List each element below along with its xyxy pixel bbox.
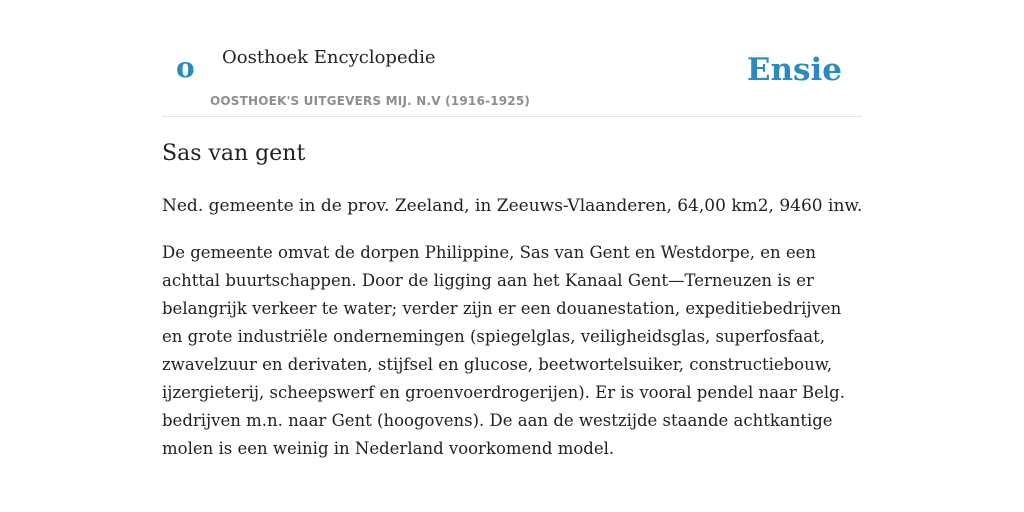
paragraph-line: molen is een weinig in Nederland voorkomend model. (162, 439, 615, 458)
paragraph-line: en grote industriële ondernemingen (spiegelglas, veiligheidsglas, superfosfaat, (162, 327, 826, 346)
paragraph-line: bedrijven m.n. naar Gent (hoogovens). De aan de westzijde staande achtkantige (162, 411, 833, 430)
paragraph-line: De gemeente omvat de dorpen Philippine, Sas van Gent en Westdorpe, en een (162, 243, 817, 262)
paragraph-line: belangrijk verkeer te water; verder zijn er een douanestation, expeditiebedrijven (162, 299, 842, 318)
paragraph-line: Ned. gemeente in de prov. Zeeland, in Zeeuws-Vlaanderen, 64,00 km2, 9460 inw. (162, 196, 863, 216)
paragraph-line: zwavelzuur en derivaten, stijfsel en glucose, beetwortelsuiker, constructiebouw, (162, 355, 833, 374)
logo-icon[interactable]: o (176, 51, 195, 84)
publisher-subtitle: OOSTHOEK'S UITGEVERS MIJ. N.V (1916-1925) (210, 94, 531, 108)
paragraph-line: ijzergieterij, scheepswerf en groenvoerdrogerijen). Er is vooral pendel naar Belg. (162, 383, 845, 402)
brand-logo-link[interactable]: Ensie (746, 52, 842, 88)
article-title: Sas van gent (162, 141, 306, 166)
paragraph-line: achttal buurtschappen. Door de ligging aan het Kanaal Gent—Terneuzen is er (162, 271, 814, 290)
article-paragraph (162, 192, 862, 220)
site-header (162, 0, 862, 117)
encyclopedia-title[interactable]: Oosthoek Encyclopedie (222, 47, 436, 68)
article-paragraph (162, 239, 862, 463)
